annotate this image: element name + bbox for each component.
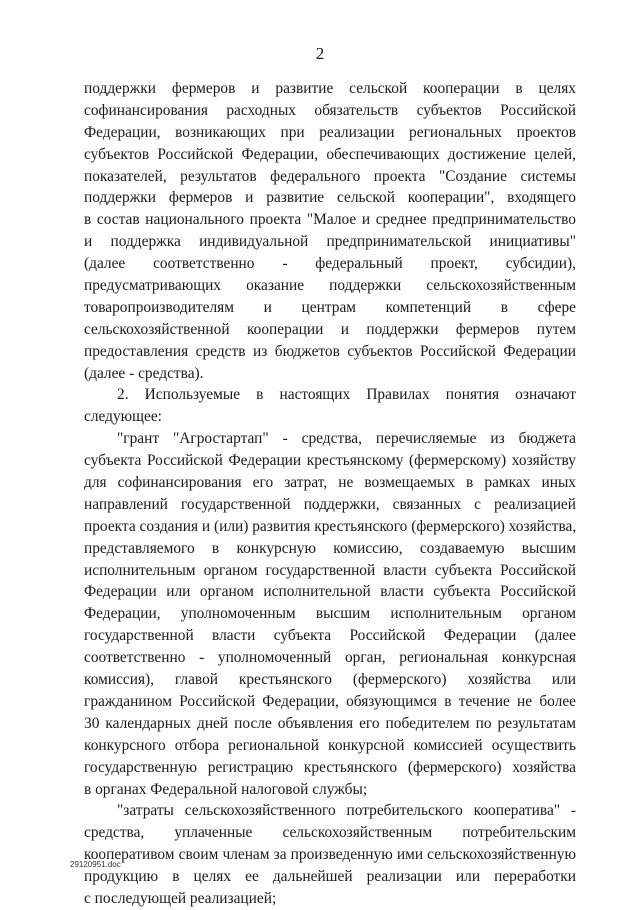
text-line: Федерации или органом исполнительной власти субъекта Российской xyxy=(84,583,576,601)
text-line: Федерации, возникающих при реализации региональных проектов xyxy=(84,123,576,141)
text-line: средства, уплаченные сельскохозяйственным потребительским xyxy=(84,824,576,842)
text-line: поддержки фермеров и развитие сельской кооперации", входящего xyxy=(84,189,576,207)
text-line: направлений государственной поддержки, связанных с реализацией xyxy=(84,495,576,513)
text-line: исполнительным органом государственной власти субъекта Российской xyxy=(84,561,576,579)
text-line: в состав национального проекта "Малое и среднее предпринимательство xyxy=(84,211,576,229)
text-line: и поддержка индивидуальной предпринимательской инициативы" xyxy=(84,233,576,251)
text-line: 30 календарных дней после объявления его победителем по результатам xyxy=(84,714,576,732)
text-line: Федерации, уполномоченным высшим исполнительным органом xyxy=(84,605,576,623)
text-line: с последующей реализацией; xyxy=(84,889,277,907)
text-line: соответственно - уполномоченный орган, региональная конкурсная xyxy=(84,649,576,667)
text-line: сельскохозяйственной кооперации и поддержки фермеров путем xyxy=(84,320,576,338)
text-line: следующее: xyxy=(84,408,162,426)
text-line: кооперативом своим членам за произведенную ими сельскохозяйственную xyxy=(84,846,576,864)
text-line: (далее - средства). xyxy=(84,364,204,382)
footer-file-name: 29120951.doc xyxy=(70,860,121,869)
page-number: 2 xyxy=(315,44,325,63)
text-line: комиссия), главой крестьянского (фермерского) хозяйства или xyxy=(84,671,576,689)
text-line: софинансирования расходных обязательств субъектов Российской xyxy=(84,101,576,119)
text-line: товаропроизводителям и центрам компетенций в сфере xyxy=(84,298,576,316)
text-line: (далее соответственно - федеральный проект, субсидии), xyxy=(84,255,576,273)
text-line: субъектов Российской Федерации, обеспечивающих достижение целей, xyxy=(84,145,576,163)
text-line: поддержки фермеров и развитие сельской кооперации в целях xyxy=(84,80,576,97)
text-line: государственной власти субъекта Российской Федерации (далее xyxy=(84,627,576,645)
text-line: конкурсного отбора региональной конкурсной комиссией осуществить xyxy=(84,736,576,754)
text-line: для софинансирования его затрат, не возмещаемых в рамках иных xyxy=(84,474,576,492)
text-line: проекта создания и (или) развития крестьянского (фермерского) хозяйства, xyxy=(84,517,577,535)
document-body xyxy=(84,78,576,910)
text-line: предоставления средств из бюджетов субъектов Российской Федерации xyxy=(84,342,576,360)
text-line: показателей, результатов федерального проекта "Создание системы xyxy=(84,167,576,185)
text-line: гражданином Российской Федерации, обязующимся в течение не более xyxy=(84,692,576,710)
text-line: в органах Федеральной налоговой службы; xyxy=(84,780,368,798)
text-line: "грант "Агростартап" - средства, перечисляемые из бюджета xyxy=(117,430,576,448)
text-line: представляемого в конкурсную комиссию, создаваемую высшим xyxy=(84,539,576,557)
text-line: "затраты сельскохозяйственного потребительского кооператива" - xyxy=(117,802,576,820)
text-line: 2. Используемые в настоящих Правилах понятия означают xyxy=(117,386,576,404)
text-line: государственную регистрацию крестьянского (фермерского) хозяйства xyxy=(84,758,576,776)
text-line: субъекта Российской Федерации крестьянскому (фермерскому) хозяйству xyxy=(84,452,576,470)
text-line: продукцию в целях ее дальнейшей реализации или переработки xyxy=(84,868,576,886)
text-line: предусматривающих оказание поддержки сельскохозяйственным xyxy=(84,277,576,295)
